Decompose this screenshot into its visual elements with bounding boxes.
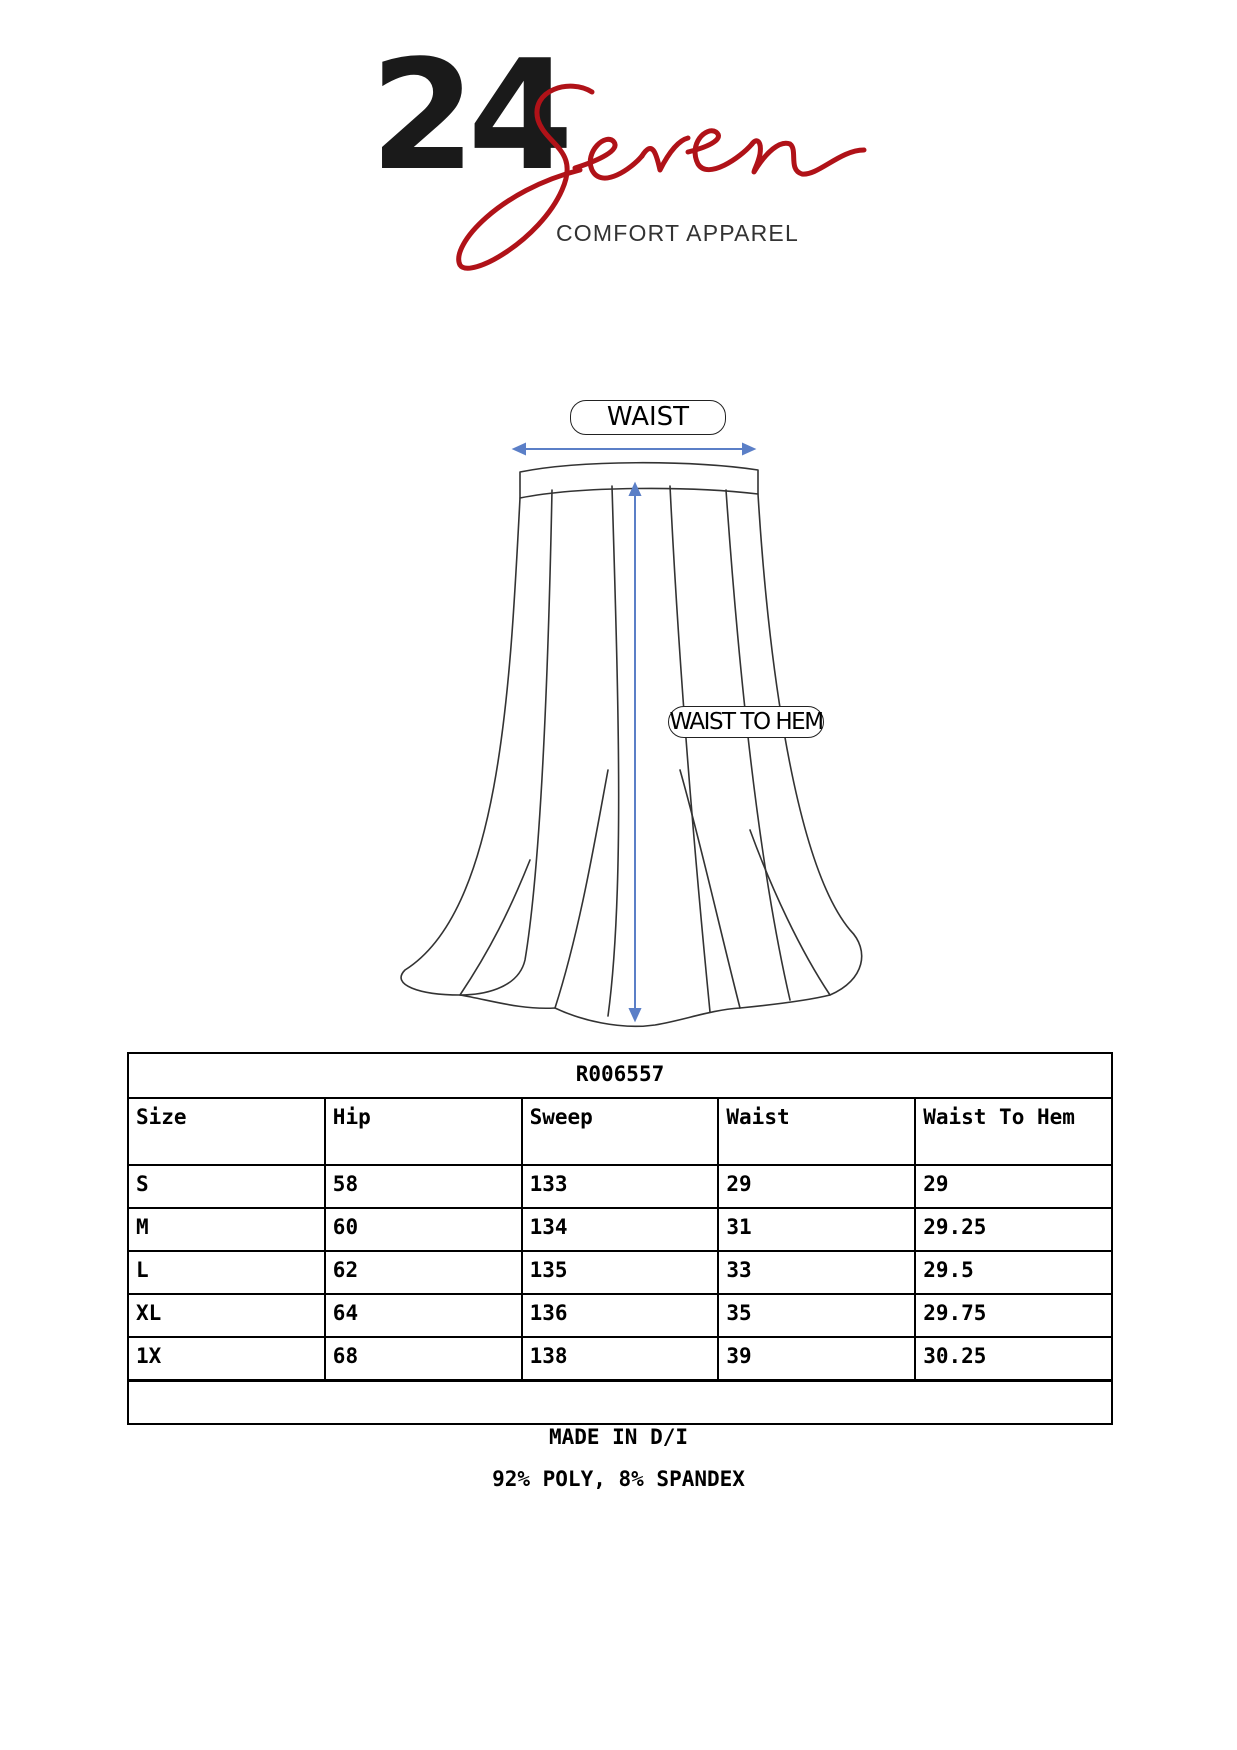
header-waist: Waist — [718, 1098, 915, 1165]
table-row — [128, 1165, 1112, 1208]
table-header-row — [128, 1098, 1112, 1165]
cell-waist-to-hem: 30.25 — [915, 1337, 1112, 1381]
cell-waist-to-hem: 29.5 — [915, 1251, 1112, 1294]
table-row — [128, 1337, 1112, 1381]
cell-size: 1X — [128, 1337, 325, 1381]
cell-sweep: 134 — [522, 1208, 719, 1251]
table-row — [128, 1251, 1112, 1294]
brand-logo — [370, 27, 930, 280]
header-size: Size — [128, 1098, 325, 1165]
cell-sweep: 133 — [522, 1165, 719, 1208]
cell-size: S — [128, 1165, 325, 1208]
skirt-diagram — [380, 390, 900, 1040]
cell-hip: 62 — [325, 1251, 522, 1294]
cell-waist-to-hem: 29.25 — [915, 1208, 1112, 1251]
style-code-row — [128, 1053, 1112, 1098]
table-row — [128, 1208, 1112, 1251]
header-hip: Hip — [325, 1098, 522, 1165]
cell-waist: 31 — [718, 1208, 915, 1251]
cell-waist: 29 — [718, 1165, 915, 1208]
waist-to-hem-label: WAIST TO HEM — [668, 706, 824, 738]
cell-hip: 68 — [325, 1337, 522, 1381]
logo-tagline: COMFORT APPAREL — [556, 220, 799, 246]
fabric-text: 92% POLY, 8% SPANDEX — [492, 1467, 745, 1491]
logo-number: 24 — [370, 27, 566, 204]
cell-sweep: 136 — [522, 1294, 719, 1337]
cell-size: XL — [128, 1294, 325, 1337]
cell-size: M — [128, 1208, 325, 1251]
header-sweep: Sweep — [522, 1098, 719, 1165]
table-row — [128, 1294, 1112, 1337]
cell-sweep: 138 — [522, 1337, 719, 1381]
size-chart-table — [127, 1052, 1113, 1425]
cell-waist: 39 — [718, 1337, 915, 1381]
cell-hip: 60 — [325, 1208, 522, 1251]
style-code: R006557 — [128, 1053, 1112, 1098]
cell-waist: 33 — [718, 1251, 915, 1294]
cell-hip: 58 — [325, 1165, 522, 1208]
cell-size: L — [128, 1251, 325, 1294]
cell-waist-to-hem: 29.75 — [915, 1294, 1112, 1337]
cell-waist-to-hem: 29 — [915, 1165, 1112, 1208]
header-waist-to-hem: Waist To Hem — [915, 1098, 1112, 1165]
empty-table-row — [128, 1381, 1112, 1425]
waist-label: WAIST — [570, 400, 726, 435]
empty-cell — [128, 1381, 1112, 1425]
cell-hip: 64 — [325, 1294, 522, 1337]
cell-sweep: 135 — [522, 1251, 719, 1294]
origin-text: MADE IN D/I — [548, 1425, 689, 1449]
cell-waist: 35 — [718, 1294, 915, 1337]
